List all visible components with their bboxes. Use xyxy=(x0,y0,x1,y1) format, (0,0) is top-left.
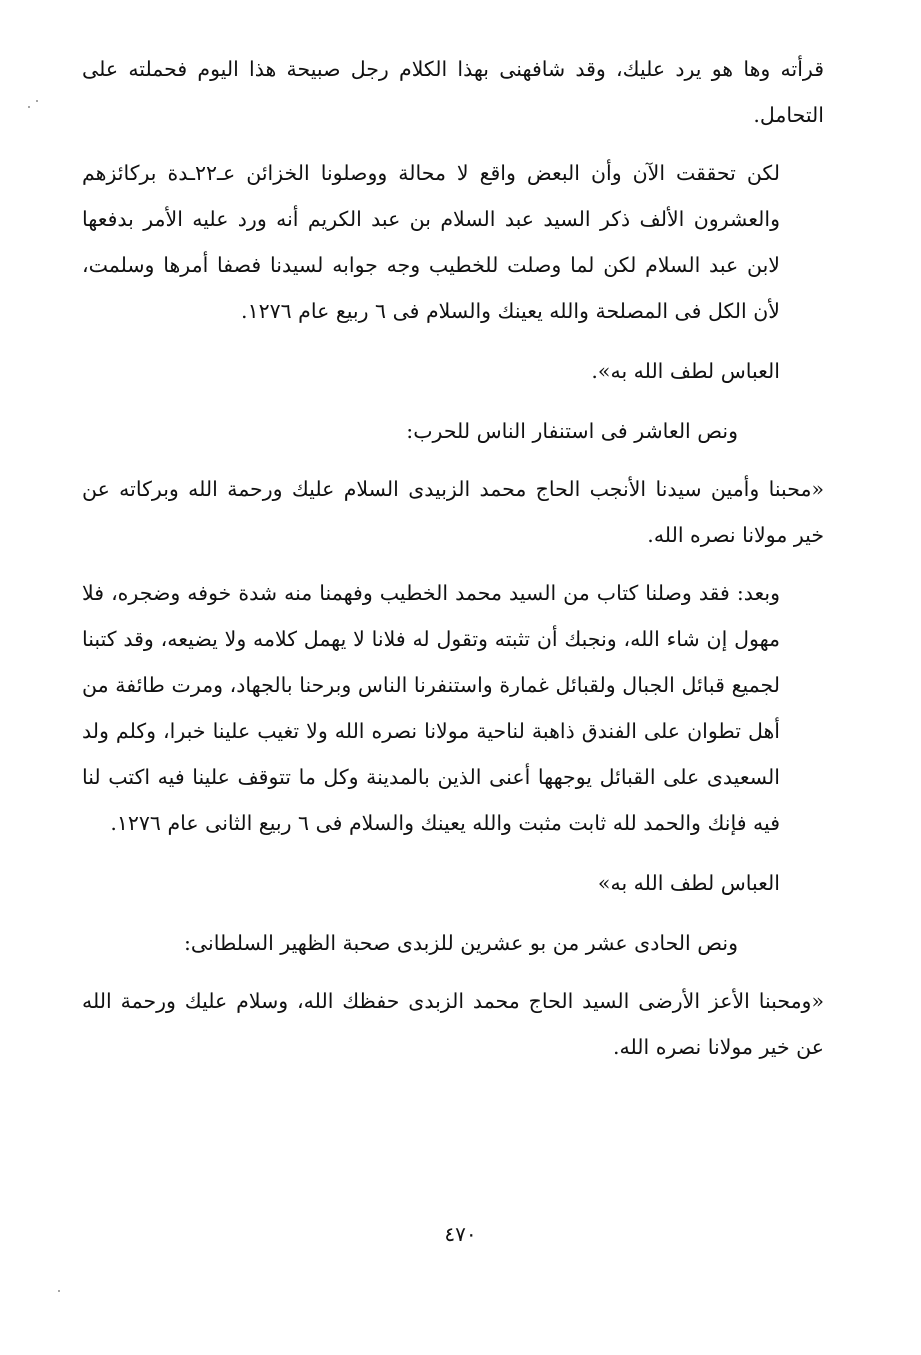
heading-letter-10: ونص العاشر فى استنفار الناس للحرب: xyxy=(406,419,738,443)
scan-speck xyxy=(58,1290,60,1292)
paragraph-1: قرأته وها هو يرد عليك، وقد شافهنى بهذا الكلام رجل صبيحة هذا اليوم فحملته على التحامل. xyxy=(82,57,824,127)
scan-speck xyxy=(36,100,38,102)
paragraph-9: «ومحبنا الأعز الأرضى السيد الحاج محمد الزبدى حفظك الله، وسلام عليك ورحمة الله عن خير مولانا نصره الله. xyxy=(82,989,824,1059)
page-body xyxy=(82,46,824,1070)
paragraph-5: «محبنا وأمين سيدنا الأنجب الحاج محمد الزبيدى السلام عليك ورحمة الله وبركاته عن خير مولانا نصره الله. xyxy=(82,477,824,547)
paragraph-2: لكن تحققت الآن وأن البعض واقع لا محالة ووصلونا الخزائن عـ٢٢ـدة بركائزهم والعشرون الألف ذكر السيد عبد السلام بن عبد الكريم أنه ورد عليه الأمر بدفعها لابن عبد السلام لكن لما وصلت للخطيب وجه جوابه لسيدنا فصفا أمرها وسلمت، لأن الكل فى المصلحة والله يعينك والسلام فى ٦ ربيع عام ١٢٧٦. xyxy=(82,161,780,323)
heading-letter-11: ونص الحادى عشر من بو عشرين للزبدى صحبة الظهير السلطانى: xyxy=(184,931,738,955)
scan-speck xyxy=(28,106,30,108)
signature-1: العباس لطف الله به». xyxy=(591,359,780,383)
signature-2: العباس لطف الله به» xyxy=(597,871,780,895)
page-number: ٤٧٠ xyxy=(444,1222,477,1246)
paragraph-6: وبعد: فقد وصلنا كتاب من السيد محمد الخطيب وفهمنا منه شدة خوفه وضجره، فلا مهول إن شاء الله، ونجبك أن تثبته وتقول له فلانا لا يهمل كلامه ولا يضيعه، وقد كتبنا لجميع قبائل الجبال ولقبائل غمارة واستنفرنا الناس وبرحنا بالجهاد، ومرت طائفة من أهل تطوان على الفندق ذاهبة لناحية مولانا نصره الله ولا تغيب علينا خبرا، وكلم ولد السعيدى على القبائل يوجهها أعنى الذين بالمدينة وكل ما تتوقف علينا فيه اكتب لنا فيه فإنك والحمد لله ثابت مثبت والله يعينك والسلام فى ٦ ربيع الثانى عام ١٢٧٦. xyxy=(82,581,780,835)
